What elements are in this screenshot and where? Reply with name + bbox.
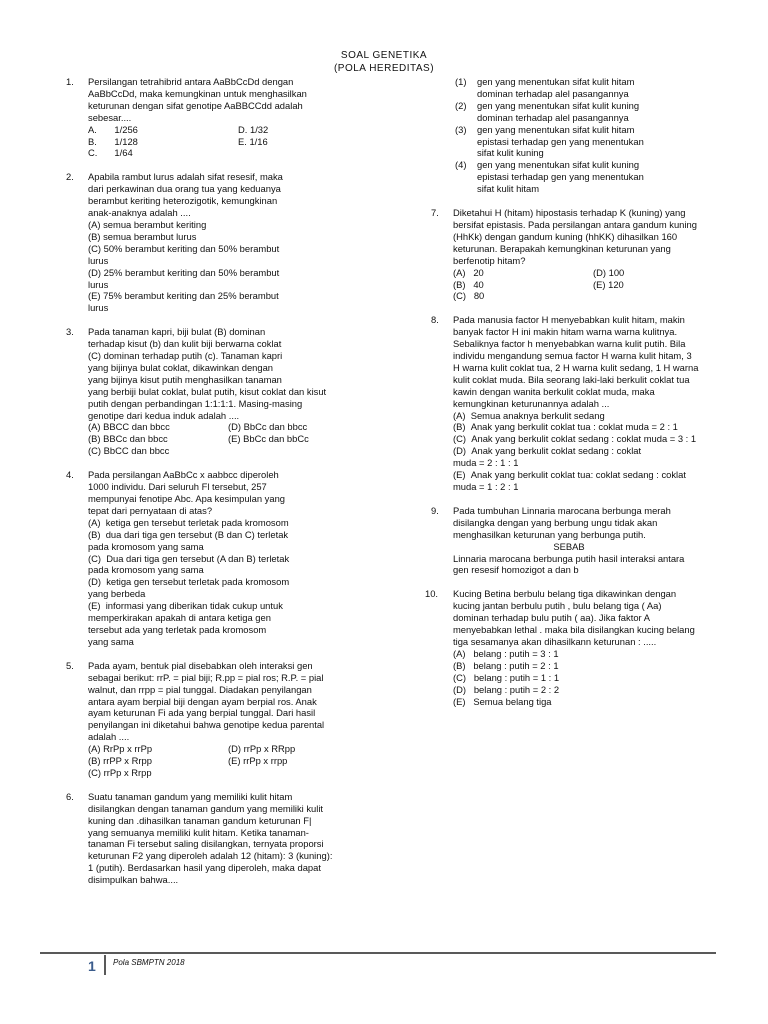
option-e: (E) 120 bbox=[593, 278, 624, 290]
question-7 bbox=[425, 207, 725, 302]
page-title bbox=[0, 49, 768, 75]
question-number: 2. bbox=[66, 171, 74, 183]
option-e: (E) Semua belang tiga bbox=[453, 695, 552, 707]
option-d: (D) Anak yang berkulit coklat sedang : coklat muda = 2 : 1 : 1 bbox=[453, 445, 642, 469]
question-number: 7. bbox=[431, 207, 439, 219]
option-d: (D) 100 bbox=[593, 266, 625, 278]
question-8 bbox=[425, 314, 725, 493]
question-6 bbox=[60, 791, 390, 886]
question-text: Kucing Betina berbulu belang tiga dikawinkan dengan kucing jantan berbulu putih , bulu belang tiga ( Aa) dominan terhadap bulu putih ( aa). Jika faktor A menyebabkan lethal . maka bila disilangkan kucing belang tiga sesamanya akan dihasilkann keturunan : ..... bbox=[453, 588, 695, 647]
option-b: (B) Anak yang berkulit coklat tua : coklat muda = 2 : 1 bbox=[453, 421, 678, 433]
question-number: 1. bbox=[66, 76, 74, 87]
option-c: C. 1/64 bbox=[88, 147, 133, 159]
option-c: (C) Dua dari tiga gen tersebut (A dan B) terletak pada kromosom yang sama bbox=[88, 552, 290, 576]
option-d: (D) BbCc dan bbcc bbox=[228, 421, 308, 433]
option-a: A. 1/256 bbox=[88, 123, 138, 135]
question-text: Persilangan tetrahibrid antara AaBbCcDd dengan AaBbCcDd, maka kemungkinan untuk menghasilkan keturunan dengan sifat genotipe AaBBCCdd adalah sebesar.... bbox=[88, 76, 307, 123]
question-text: Diketahui H (hitam) hipostasis terhadap K (kuning) yang bersifat epistasis. Pada persilangan antara gandum kuning (HhKk) dengan gandum kuning (hhKK) dihasilkan 160 keturunan. Berapakah kemungkinan keturunan yang berfenotip hitam? bbox=[453, 207, 697, 266]
question-text: Pada persilangan AaBbCc x aabbcc diperoleh 1000 individu. Dari seluruh Fl tersebut, 257 mempunyai fenotipe Abc. Apa kesimpulan yang tepat dari pernyataan di atas? bbox=[88, 469, 285, 516]
option-d: (D) 25% berambut keriting dan 50% berambut lurus bbox=[88, 266, 280, 290]
option-grid bbox=[88, 743, 390, 779]
footer-separator bbox=[104, 955, 106, 975]
question-text: Suatu tanaman gandum yang memiliki kulit hitam disilangkan dengan tanaman gandum yang memiliki kulit kuning dan .dihasilkan tanaman gandum keturunan F| yang semuanya memiliki kulit hitam. Ketika tanaman- tanaman Fi tersebut saling disilangkan, ternyata proporsi keturunan F2 yang diperoleh adalah 12 (hitam): 3 (kuning): 1 (putih). Berdasarkan hasil yang diperoleh, maka dapat disimpulkan bahwa.... bbox=[88, 790, 333, 886]
question-number: 6. bbox=[66, 790, 74, 802]
option-a: (A) BBCC dan bbcc bbox=[88, 421, 170, 433]
question-number: 8. bbox=[431, 314, 439, 326]
footer-text: Pola SBMPTN 2018 bbox=[113, 958, 185, 967]
question-number: 5. bbox=[66, 659, 74, 671]
option-grid bbox=[88, 421, 390, 457]
option-a: (A) Semua anaknya berkulit sedang bbox=[453, 409, 605, 421]
option-e: (E) Anak yang berkulit coklat tua: coklat sedang : coklat muda = 1 : 2 : 1 bbox=[453, 469, 686, 492]
right-column bbox=[425, 76, 725, 719]
option-grid bbox=[453, 267, 725, 303]
option-d: (D) rrPp x RRpp bbox=[228, 743, 296, 755]
option-c: (C) belang : putih = 1 : 1 bbox=[453, 671, 560, 683]
question-text: Pada tumbuhan Linnaria marocana berbunga merah disilangka dengan yang berbung ungu tidak akan menghasilkan keturunan yang berbunga putih. bbox=[453, 504, 671, 540]
question-text: Pada manusia factor H menyebabkan kulit hitam, makin banyak factor H ini makin hitam warna warna kulitnya. Sebaliknya factor h menyebabkan warna kulit putih. Bila individu mengandung semua factor H warna kulit hitam, 3 H warna kulit coklat tua, 2 H warna kulit sedang, 1 H warna kulit coklat muda. Bila seorang laki-laki berkulit coklat tua kawin dengan wanita berkulit coklat muda, maka kemungkinan keturunannya adalah ... bbox=[453, 314, 699, 409]
option-a: (A) belang : putih = 3 : 1 bbox=[453, 647, 559, 659]
sebab-label: SEBAB bbox=[553, 540, 585, 552]
option-d: (D) belang : putih = 2 : 2 bbox=[453, 683, 560, 695]
statement-2: (2) gen yang menentukan sifat kulit kuning dominan terhadap alel pasangannya bbox=[455, 99, 640, 123]
question-2 bbox=[60, 171, 390, 314]
footer-divider bbox=[40, 952, 716, 954]
statement-3: (3) gen yang menentukan sifat kulit hitam epistasi terhadap gen yang menentukan sifat kulit kuning bbox=[455, 123, 644, 159]
option-e: (E) rrPp x rrpp bbox=[228, 755, 288, 767]
option-b: (B) rrPP x Rrpp bbox=[88, 755, 152, 767]
question-5 bbox=[60, 660, 390, 779]
option-e: (E) 75% berambut keriting dan 25% berambut lurus bbox=[88, 290, 279, 314]
option-b: (B) semua berambut lurus bbox=[88, 230, 197, 242]
option-a: (A) semua berambut keriting bbox=[88, 218, 207, 230]
left-column bbox=[60, 76, 390, 898]
title-line-2: (POLA HEREDITAS) bbox=[333, 63, 435, 74]
option-b: (B) dua dari tiga gen tersebut (B dan C) terletak pada kromosom yang sama bbox=[88, 528, 289, 552]
page-number: 1 bbox=[88, 958, 96, 974]
question-number: 10. bbox=[425, 588, 439, 600]
option-a: (A) 20 bbox=[453, 266, 484, 278]
option-c: (C) rrPp x Rrpp bbox=[88, 766, 152, 778]
question-text: Pada tanaman kapri, biji bulat (B) dominan terhadap kisut (b) dan kulit biji berwarna coklat (C) dominan terhadap putih (c). Tanaman kapri yang bijinya bulat coklat, dikawinkan dengan yang bijinya kisut putih menghasilkan tanaman yang berbiji bulat coklat, bulat putih, kisut coklat dan kisut putih dengan perbandingan 1:1:1:1. Masing-masing genotipe dari kedua induk adalah .... bbox=[88, 326, 327, 421]
option-e: (E) informasi yang diberikan tidak cukup untuk memperkirakan apakah di antara ketiga gen tersebut ada yang terletak pada kromosom yang sama bbox=[88, 600, 283, 647]
option-e: (E) BbCc dan bbCc bbox=[228, 433, 309, 445]
question-text: Apabila rambut lurus adalah sifat resesif, maka dari perkawinan dua orang tua yang keduanya berambut keriting heterozigotik, kemungkinan anak-anaknya adalah .... bbox=[88, 171, 283, 219]
option-a: (A) ketiga gen tersebut terletak pada kromosom bbox=[88, 516, 289, 528]
question-9 bbox=[425, 505, 725, 576]
option-c: (C) 80 bbox=[453, 290, 485, 302]
option-b: (B) belang : putih = 2 : 1 bbox=[453, 659, 559, 671]
question-1 bbox=[60, 76, 390, 159]
option-a: (A) RrPp x rrPp bbox=[88, 743, 153, 755]
question-number: 3. bbox=[66, 326, 74, 338]
option-d: (D) ketiga gen tersebut terletak pada kromosom yang berbeda bbox=[88, 576, 290, 600]
option-c: (C) 50% berambut keriting dan 50% berambut lurus bbox=[88, 242, 280, 266]
option-grid bbox=[88, 124, 390, 160]
option-b: (B) 40 bbox=[453, 278, 484, 290]
option-b: B. 1/128 bbox=[88, 135, 138, 147]
question-text: Pada ayam, bentuk pial disebabkan oleh interaksi gen sebagai berikut: rrP. = pial biji; R.pp = pial ros; R.P. = pial walnut, dan rrpp = pial tunggal. Diadakan penyilangan antara ayam berpial biji dengan ayam berpial ros. Anak ayam keturunan Fi ada yang berpial tunggal. Dari hasil penyilangan ini diketahui bahwa genotipe kedua parental adalah .... bbox=[88, 659, 325, 743]
question-reason-text: Linnaria marocana berbunga putih hasil interaksi antara gen resesif homozigot a dan b bbox=[453, 552, 685, 576]
question-6-statements bbox=[425, 76, 725, 195]
statement-4: (4) gen yang menentukan sifat kulit kuning epistasi terhadap gen yang menentukan sifat kulit hitam bbox=[455, 159, 644, 195]
option-e: E. 1/16 bbox=[238, 135, 268, 147]
question-3 bbox=[60, 326, 390, 457]
option-c: (C) Anak yang berkulit coklat sedang : coklat muda = 3 : 1 bbox=[453, 433, 697, 445]
statement-1: (1) gen yang menentukan sifat kulit hitam dominan terhadap alel pasangannya bbox=[455, 76, 635, 99]
option-d: D. 1/32 bbox=[238, 123, 269, 135]
question-number: 9. bbox=[431, 504, 439, 516]
question-4 bbox=[60, 469, 390, 648]
option-c: (C) BbCC dan bbcc bbox=[88, 445, 170, 457]
question-number: 4. bbox=[66, 469, 74, 481]
question-10 bbox=[425, 588, 725, 707]
title-line-1: SOAL GENETIKA bbox=[340, 50, 428, 61]
option-b: (B) BBCc dan bbcc bbox=[88, 433, 168, 445]
